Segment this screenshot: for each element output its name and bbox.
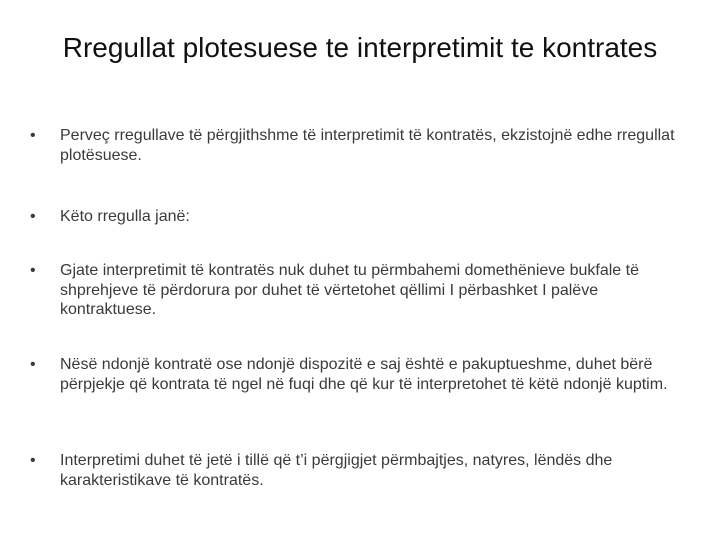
bullet-text: Gjate interpretimit të kontratës nuk duhet tu përmbahemi domethënieve bukfale të shprehjeve të përdorura por duhet të vërtetohet qëllimi I përbashket I palëve kontraktuese. [60,262,639,318]
bullet-text: Perveç rregullave të përgjithshme të interpretimit të kontratës, ekzistojnë edhe rregullat plotësuese. [60,127,675,164]
bullet-dot-icon: • [30,356,36,373]
bullet-item [30,261,690,320]
bullet-item [30,451,690,490]
bullet-item [30,355,690,394]
bullet-dot-icon: • [30,452,36,469]
bullet-dot-icon: • [30,127,36,144]
bullet-item [30,126,690,165]
bullet-text: Këto rregulla janë: [60,208,190,225]
slide-title: Rregullat plotesuese te interpretimit te kontrates [62,32,658,63]
bullet-dot-icon: • [30,262,36,279]
bullet-text: Nësë ndonjë kontratë ose ndonjë dispozitë e saj është e pakuptueshme, duhet bërë përpjekje që kontrata të ngel në fuqi dhe që kur të interpretohet të këtë ndonjë kuptim. [60,356,668,393]
bullet-item [30,207,690,227]
bullet-dot-icon: • [30,208,36,225]
bullet-text: Interpretimi duhet të jetë i tillë që t’i përgjigjet përmbajtjes, natyres, lëndës dhe karakteristikave të kontratës. [60,452,613,489]
